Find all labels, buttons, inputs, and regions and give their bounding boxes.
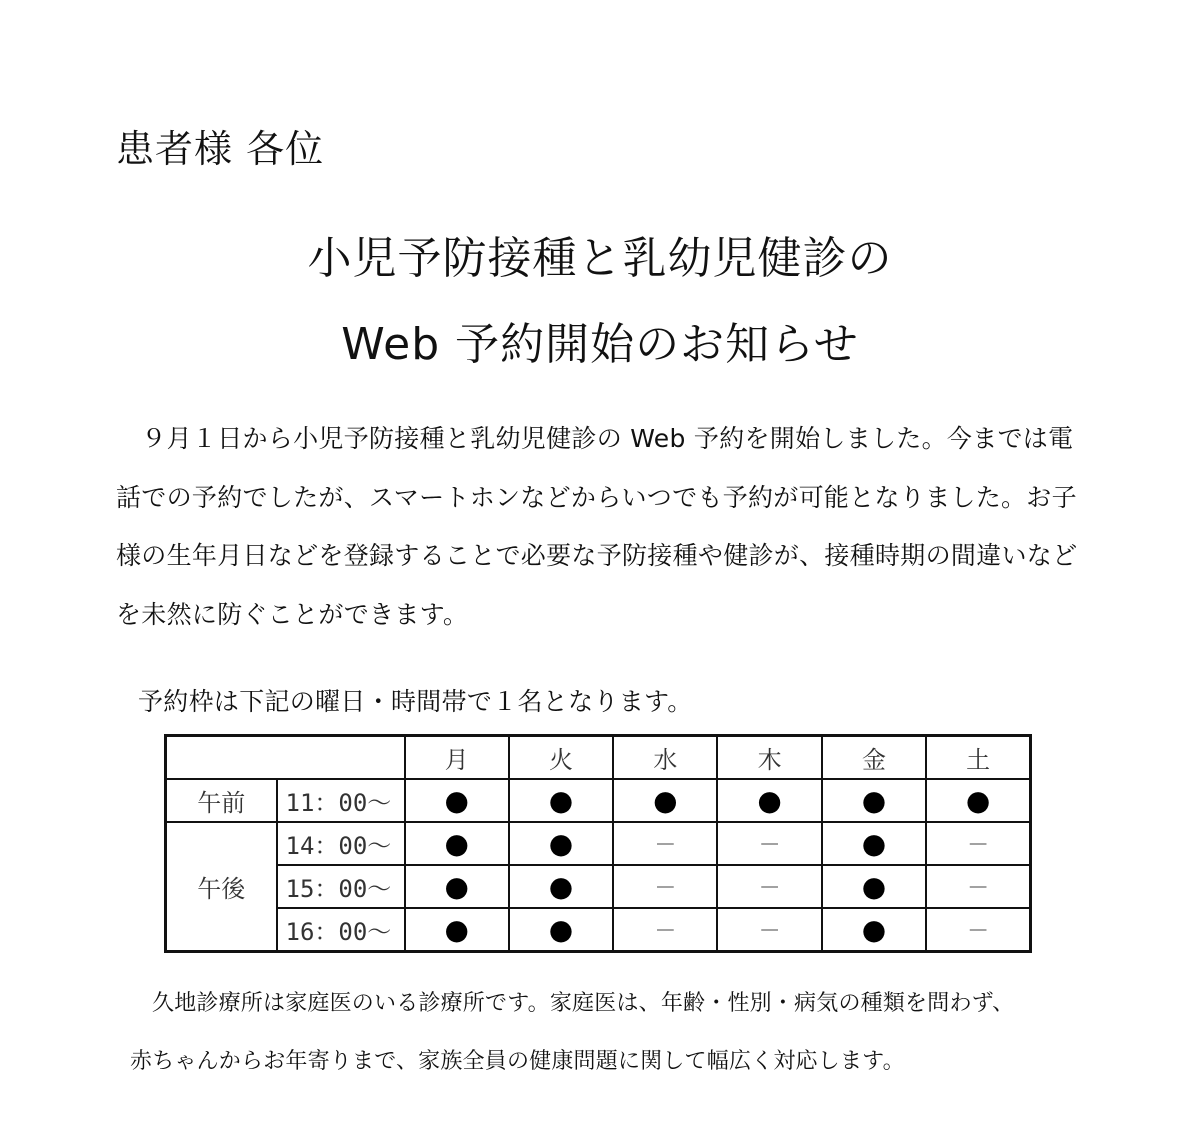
available-mark: ●	[405, 779, 509, 822]
title-line-1: 小児予防接種と乳幼児健診の	[307, 233, 893, 284]
unavailable-mark: －	[717, 908, 821, 952]
unavailable-mark: －	[926, 865, 1030, 908]
period-label: 午後	[166, 822, 277, 952]
available-mark: ●	[509, 908, 613, 952]
header-blank-cell	[166, 736, 405, 780]
day-header: 木	[717, 736, 821, 780]
period-label: 午前	[166, 779, 277, 822]
available-mark: ●	[822, 908, 926, 952]
available-mark: ●	[926, 779, 1030, 822]
available-mark: ●	[717, 779, 821, 822]
time-slot: 15：00～	[277, 865, 405, 908]
table-header-row	[166, 736, 1031, 780]
day-header: 火	[509, 736, 613, 780]
day-header: 水	[613, 736, 717, 780]
announcement-body: ９月１日から小児予防接種と乳幼児健診の Web 予約を開始しました。今までは電話での予約でしたが、スマートホンなどからいつでも予約が可能となりました。お子様の生年月日などを登録することで必要な予防接種や健診が、接種時期の間違いなどを未然に防ぐことができます。	[116, 424, 1078, 629]
unavailable-mark: －	[613, 865, 717, 908]
available-mark: ●	[405, 908, 509, 952]
unavailable-mark: －	[717, 865, 821, 908]
available-mark: ●	[613, 779, 717, 822]
day-header: 土	[926, 736, 1030, 780]
unavailable-mark: －	[613, 908, 717, 952]
unavailable-mark: －	[926, 822, 1030, 865]
title-line-2: Web 予約開始のお知らせ	[341, 319, 859, 370]
footer-line-2: 赤ちゃんからお年寄りまで、家族全員の健康問題に関して幅広く対応します。	[130, 1049, 905, 1074]
time-slot: 16：00～	[277, 908, 405, 952]
footer-line-1: 久地診療所は家庭医のいる診療所です。家庭医は、年齢・性別・病気の種類を問わず、	[152, 991, 1015, 1016]
unavailable-mark: －	[717, 822, 821, 865]
unavailable-mark: －	[613, 822, 717, 865]
unavailable-mark: －	[926, 908, 1030, 952]
time-slot: 14：00～	[277, 822, 405, 865]
schedule-table	[164, 734, 1032, 953]
table-row	[166, 908, 1031, 952]
available-mark: ●	[509, 865, 613, 908]
table-row	[166, 822, 1031, 865]
available-mark: ●	[405, 865, 509, 908]
day-header: 月	[405, 736, 509, 780]
available-mark: ●	[405, 822, 509, 865]
day-header: 金	[822, 736, 926, 780]
schedule-intro: 予約枠は下記の曜日・時間帯で１名となります。	[138, 687, 693, 716]
schedule-body	[166, 779, 1031, 952]
table-row	[166, 779, 1031, 822]
table-row	[166, 865, 1031, 908]
available-mark: ●	[822, 865, 926, 908]
available-mark: ●	[822, 822, 926, 865]
time-slot: 11：00～	[277, 779, 405, 822]
available-mark: ●	[509, 822, 613, 865]
available-mark: ●	[822, 779, 926, 822]
available-mark: ●	[509, 779, 613, 822]
salutation: 患者様 各位	[116, 127, 325, 171]
